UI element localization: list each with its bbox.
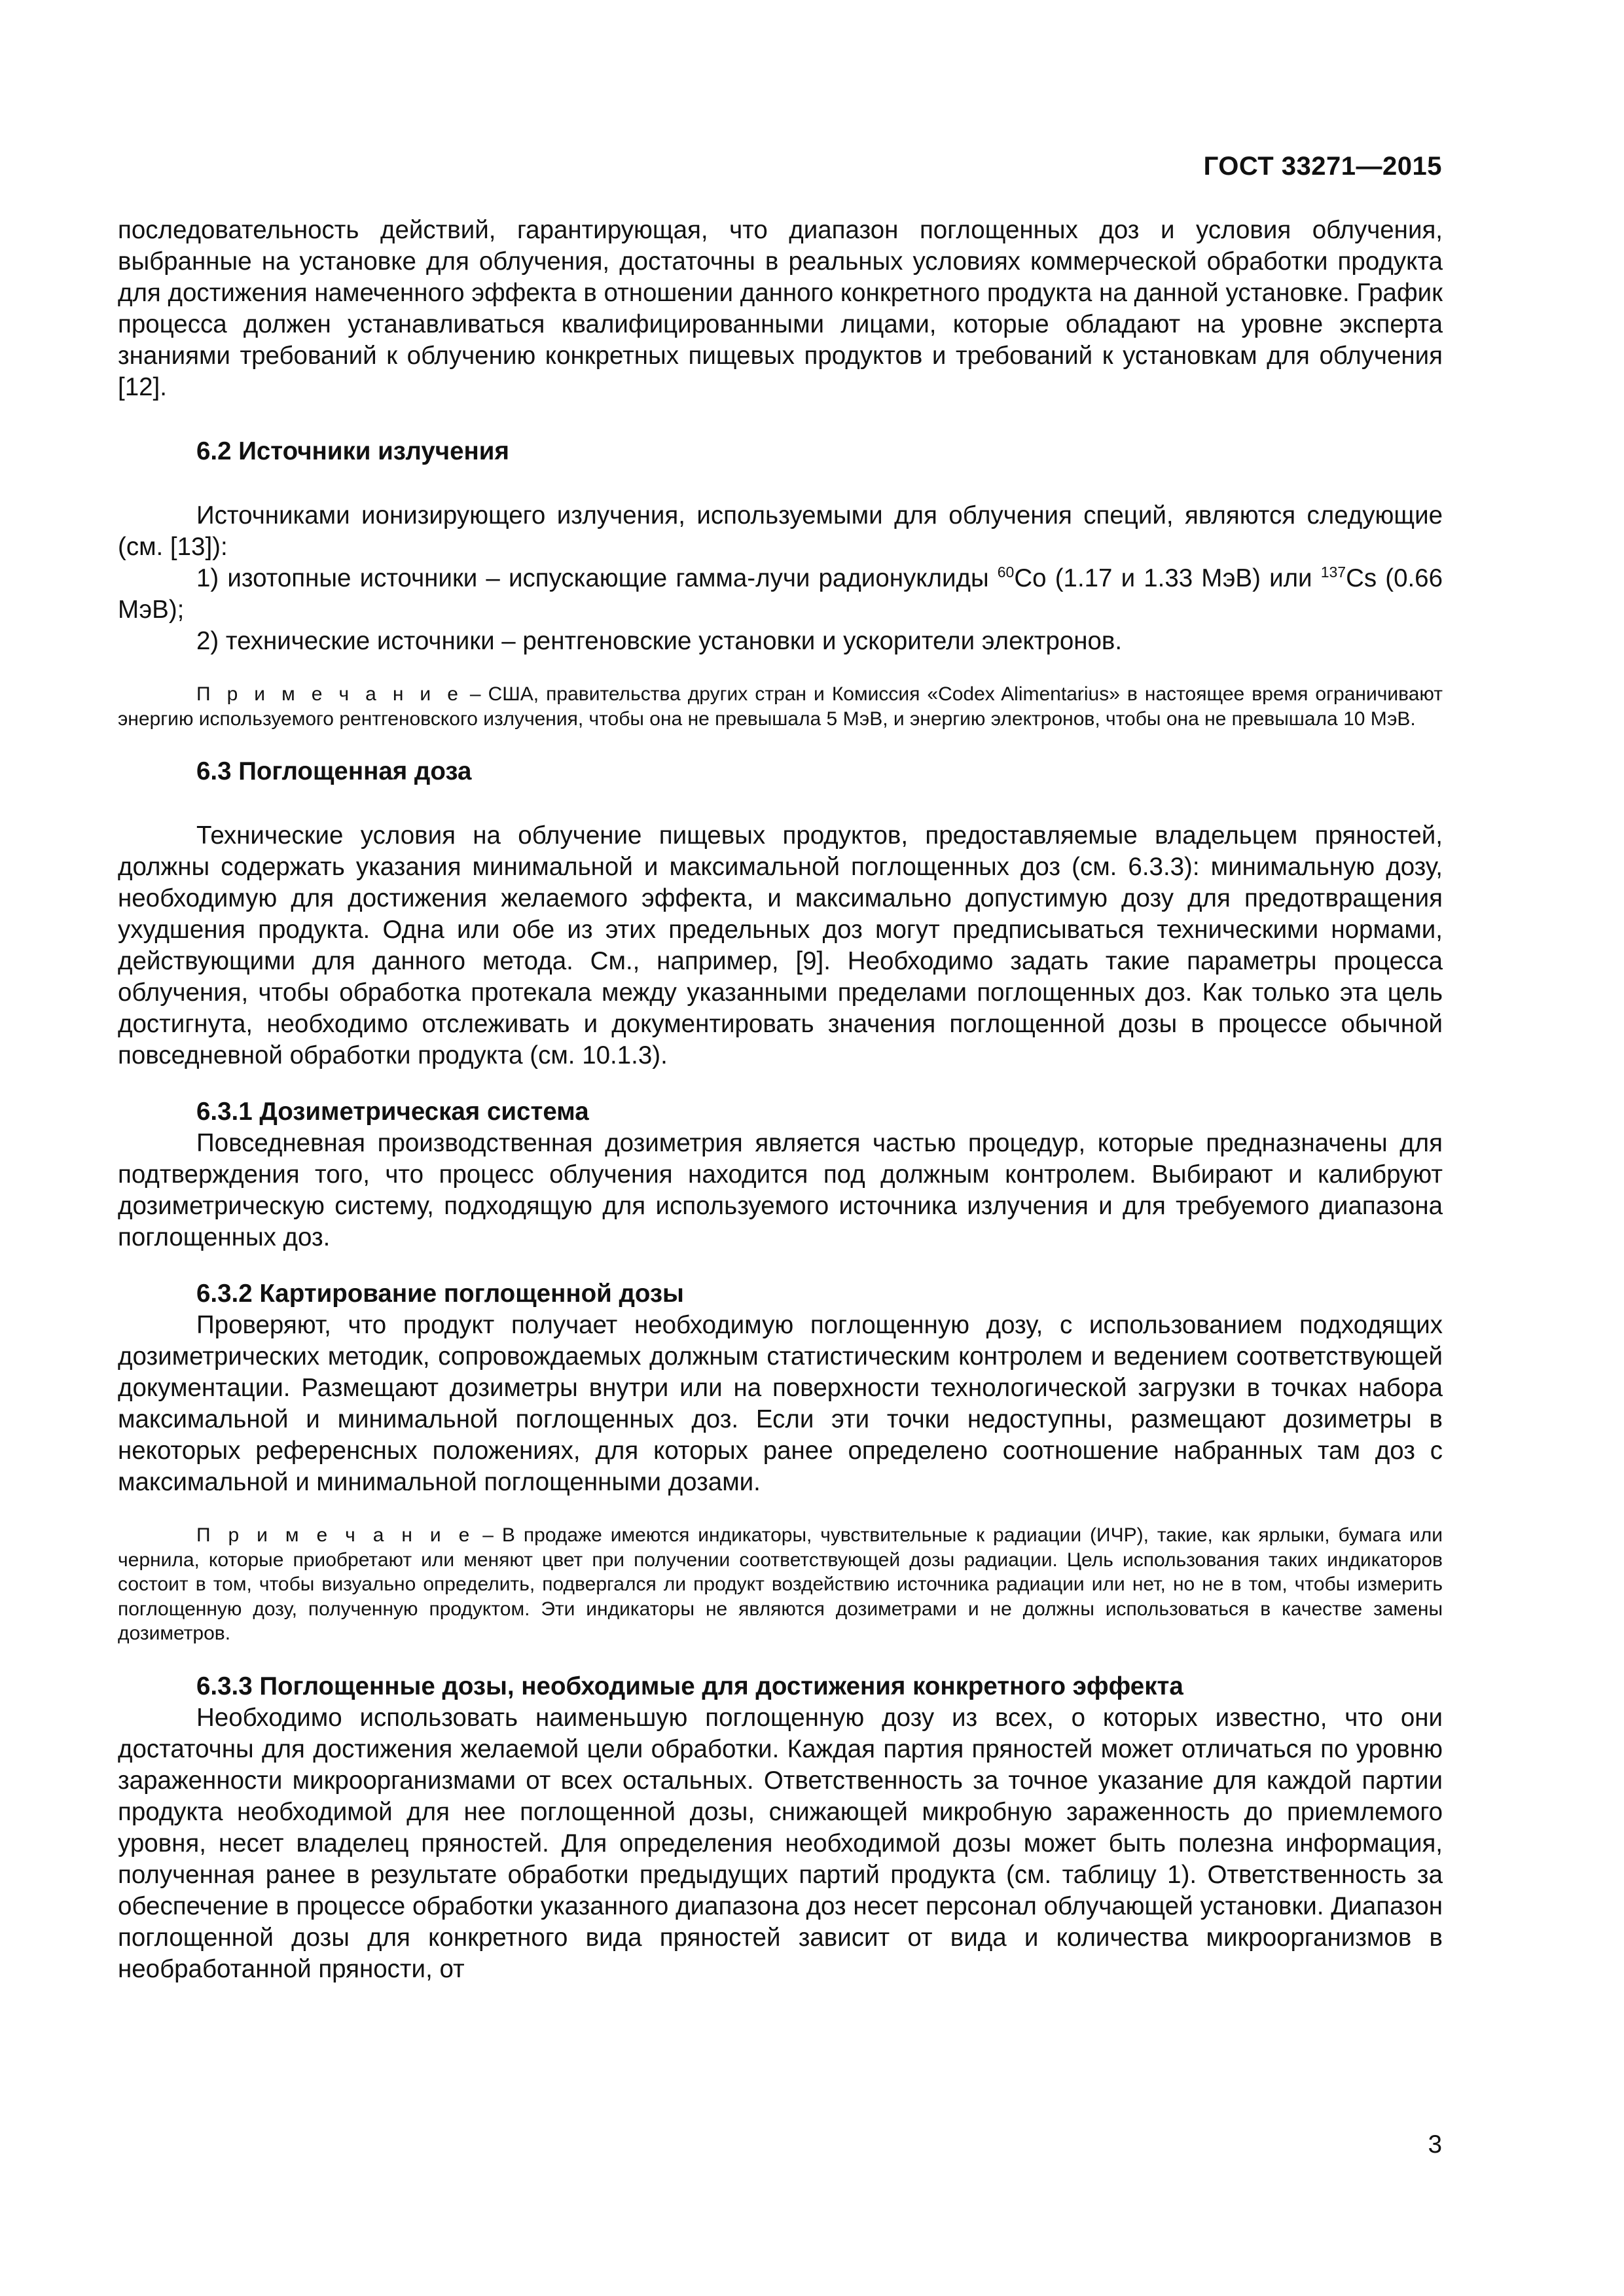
section-6-3-1-paragraph: Повседневная производственная дозиметрия является частью процедур, которые предназначены для подтверждения того, что процесс облучения находится под должным контролем. Выбирают и калибруют дозиметрическую систему, подходящую для используемого источника излучения и для требуемого диапазона поглощенных доз. bbox=[118, 1129, 1443, 1251]
note-label: П р и м е ч а н и е bbox=[196, 1524, 475, 1546]
section-6-3-2-title: 6.3.2 Картирование поглощенной дозы bbox=[196, 1280, 684, 1308]
section-6-2-title: 6.2 Источники излучения bbox=[196, 437, 509, 465]
page-number: 3 bbox=[1428, 2130, 1442, 2159]
section-6-3-3-title: 6.3.3 Поглощенные дозы, необходимые для достижения конкретного эффекта bbox=[196, 1672, 1183, 1700]
section-6-2-item-2: 2) технические источники – рентгеновские установки и ускорители электронов. bbox=[196, 627, 1123, 655]
section-6-3-title: 6.3 Поглощенная доза bbox=[196, 757, 472, 785]
section-6-2-paragraph: Источниками ионизирующего излучения, используемыми для облучения специй, являются следующие (см. [13]): bbox=[118, 501, 1443, 561]
note-label: П р и м е ч а н и е bbox=[196, 683, 463, 705]
document-code: ГОСТ 33271—2015 bbox=[1203, 152, 1442, 181]
section-6-3-3-paragraph: Необходимо использовать наименьшую поглощенную дозу из всех, о которых известно, что они достаточны для достижения желаемой цели обработки. Каждая партия пряностей может отличаться по уровню зараженности микроорганизмами от всех остальных. Ответственность за точное указание для каждой партии продукта необходимой для нее поглощенной дозы, снижающей микробную зараженность до приемлемого уровня, несет владелец пряностей. Для определения необходимой дозы может быть полезна информация, полученная ранее в результате обработки предыдущих партий продукта (см. таблицу 1). Ответственность за обеспечение в процессе обработки указанного диапазона доз несет персонал облучающей установки. Диапазон поглощенной дозы для конкретного вида пряностей зависит от вида и количества микроорганизмов в необработанной пряности, от bbox=[118, 1703, 1443, 1983]
section-6-2-note: П р и м е ч а н и е – США, правительства других стран и Комиссия «Codex Alimentarius» в настоящее время ограничивают энергию используемого рентгеновского излучения, чтобы она не превышала 5 МэВ, и энергию электронов, чтобы она не превышала 10 МэВ. bbox=[118, 683, 1443, 730]
superscript-137: 137 bbox=[1320, 564, 1346, 581]
page-content bbox=[118, 215, 1443, 1985]
section-6-3-2-note: П р и м е ч а н и е – В продаже имеются индикаторы, чувствительные к радиации (ИЧР), такие, как ярлыки, бумага или чернила, которые приобретают или меняют цвет при получении соответствующей дозы радиации. Цель использования таких индикаторов состоит в том, чтобы визуально определить, подвергался ли продукт воздействию источника радиации или нет, но не в том, чтобы измерить поглощенную дозу, полученную продуктом. Эти индикаторы не являются дозиметрами и не должны использоваться в качестве замены дозиметров. bbox=[118, 1524, 1443, 1644]
section-6-2-item-1: 1) изотопные источники – испускающие гамма-лучи радионуклиды $^{60}$Co (1.17 и 1.33 МэВ) или $^{137}$Cs (0.66 МэВ); bbox=[118, 564, 1443, 624]
section-6-3-2-paragraph: Проверяют, что продукт получает необходимую поглощенную дозу, с использованием подходящих дозиметрических методик, сопровождаемых должным статистическим контролем и ведением соответствующей документации. Размещают дозиметры внутри или на поверхности технологической загрузки в точках набора максимальной и минимальной поглощенных доз. Если эти точки недоступны, размещают дозиметры в некоторых референсных положениях, для которых ранее определено соотношение набранных там доз с максимальной и минимальной поглощенными дозами. bbox=[118, 1311, 1443, 1496]
intro-paragraph: последовательность действий, гарантирующая, что диапазон поглощенных доз и условия облучения, выбранные на установке для облучения, достаточны в реальных условиях коммерческой обработки продукта для достижения намеченного эффекта в отношении данного конкретного продукта на данной установке. График процесса должен устанавливаться квалифицированными лицами, которые обладают на уровне эксперта знаниями требований к облучению конкретных пищевых продуктов и требований к установкам для облучения [12]. bbox=[118, 216, 1443, 401]
superscript-60: 60 bbox=[997, 564, 1015, 581]
section-6-3-paragraph: Технические условия на облучение пищевых продуктов, предоставляемые владельцем пряностей, должны содержать указания минимальной и максимальной поглощенных доз (см. 6.3.3): минимальную дозу, необходимую для достижения желаемого эффекта, и максимально допустимую дозу для предотвращения ухудшения продукта. Одна или обе из этих предельных доз могут предписываться техническими нормами, действующими для данного метода. См., например, [9]. Необходимо задать такие параметры процесса облучения, чтобы обработка протекала между указанными пределами поглощенных доз. Как только эта цель достигнута, необходимо отслеживать и документировать значения поглощенной дозы в процессе обычной повседневной обработки продукта (см. 10.1.3). bbox=[118, 821, 1443, 1069]
section-6-3-1-title: 6.3.1 Дозиметрическая система bbox=[196, 1098, 589, 1126]
